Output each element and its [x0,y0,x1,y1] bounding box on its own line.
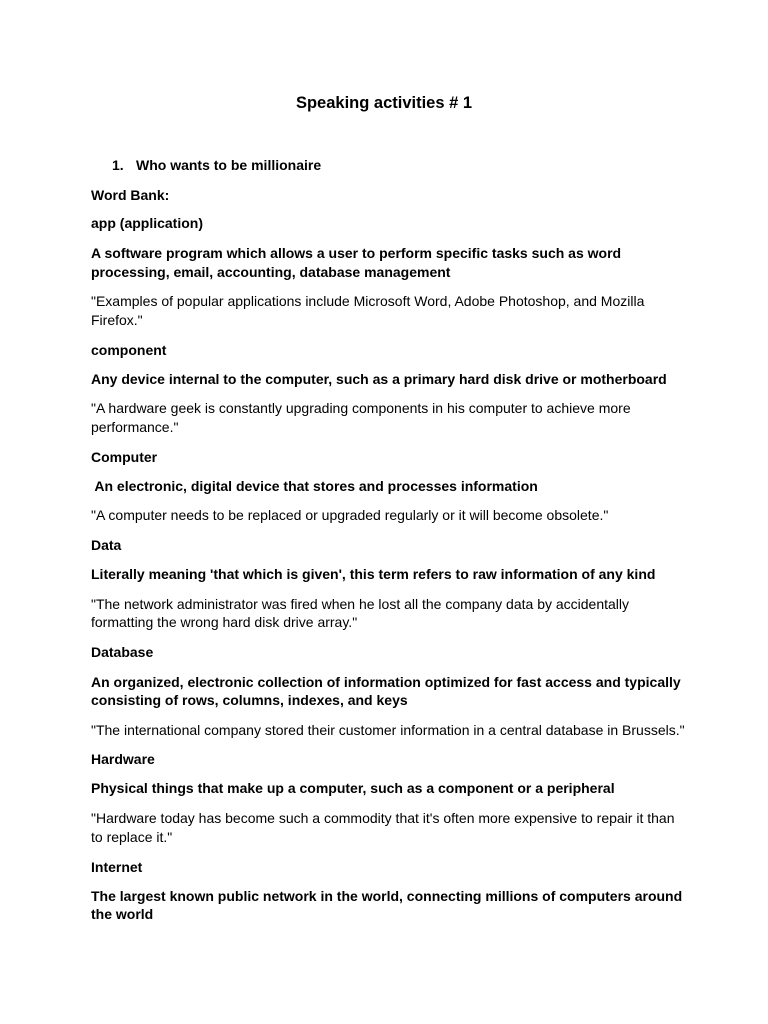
definition-line: Literally meaning 'that which is given', this term refers to raw information of any kind [91,566,656,582]
definition-line: Any device internal to the computer, such as a primary hard disk drive or motherboard [91,371,667,387]
example-line: "Hardware today has become such a commodity that it's often more expensive to repair it than [91,810,675,826]
definition-line: processing, email, accounting, database management [91,263,451,280]
definition-line: A software program which allows a user to perform specific tasks such as word [91,245,622,261]
definition-line: the world [91,906,154,922]
term-component: component [91,342,167,358]
definition-line: An organized, electronic collection of information optimized for fast access and typically [91,673,681,690]
term-internet: Internet [91,858,143,875]
example-line: "A computer needs to be replaced or upgraded regularly or it will become obsolete." [91,507,609,523]
definition-line: consisting of rows, columns, indexes, and keys [91,692,408,708]
list-number: 1. [112,157,124,173]
word-bank-label: Word Bank: [91,187,170,203]
numbered-list-item [112,156,321,174]
term-computer: Computer [91,449,158,465]
list-item-text: Who wants to be millionaire [136,157,322,173]
example-line: Firefox." [91,312,143,328]
term-data: Data [91,537,122,553]
example-line: "A hardware geek is constantly upgrading components in his computer to achieve more [91,400,631,416]
definition-line: The largest known public network in the world, connecting millions of computers around [91,887,683,904]
term-hardware: Hardware [91,751,155,767]
definition-line: Physical things that make up a computer, such as a component or a peripheral [91,780,615,796]
example-line: "Examples of popular applications include Microsoft Word, Adobe Photoshop, and Mozilla [91,293,645,309]
example-line: "The international company stored their customer information in a central database in Brussels." [91,722,685,738]
example-line: performance." [91,419,179,435]
page-title: Speaking activities # 1 [295,94,473,112]
example-line: formatting the wrong hard disk drive array." [91,614,358,630]
example-line: "The network administrator was fired when he lost all the company data by accidentally [91,595,630,612]
definition-line: An electronic, digital device that stores and processes information [91,478,538,494]
term-app: app (application) [91,215,203,231]
term-database: Database [91,643,154,660]
example-line: to replace it." [91,828,173,845]
